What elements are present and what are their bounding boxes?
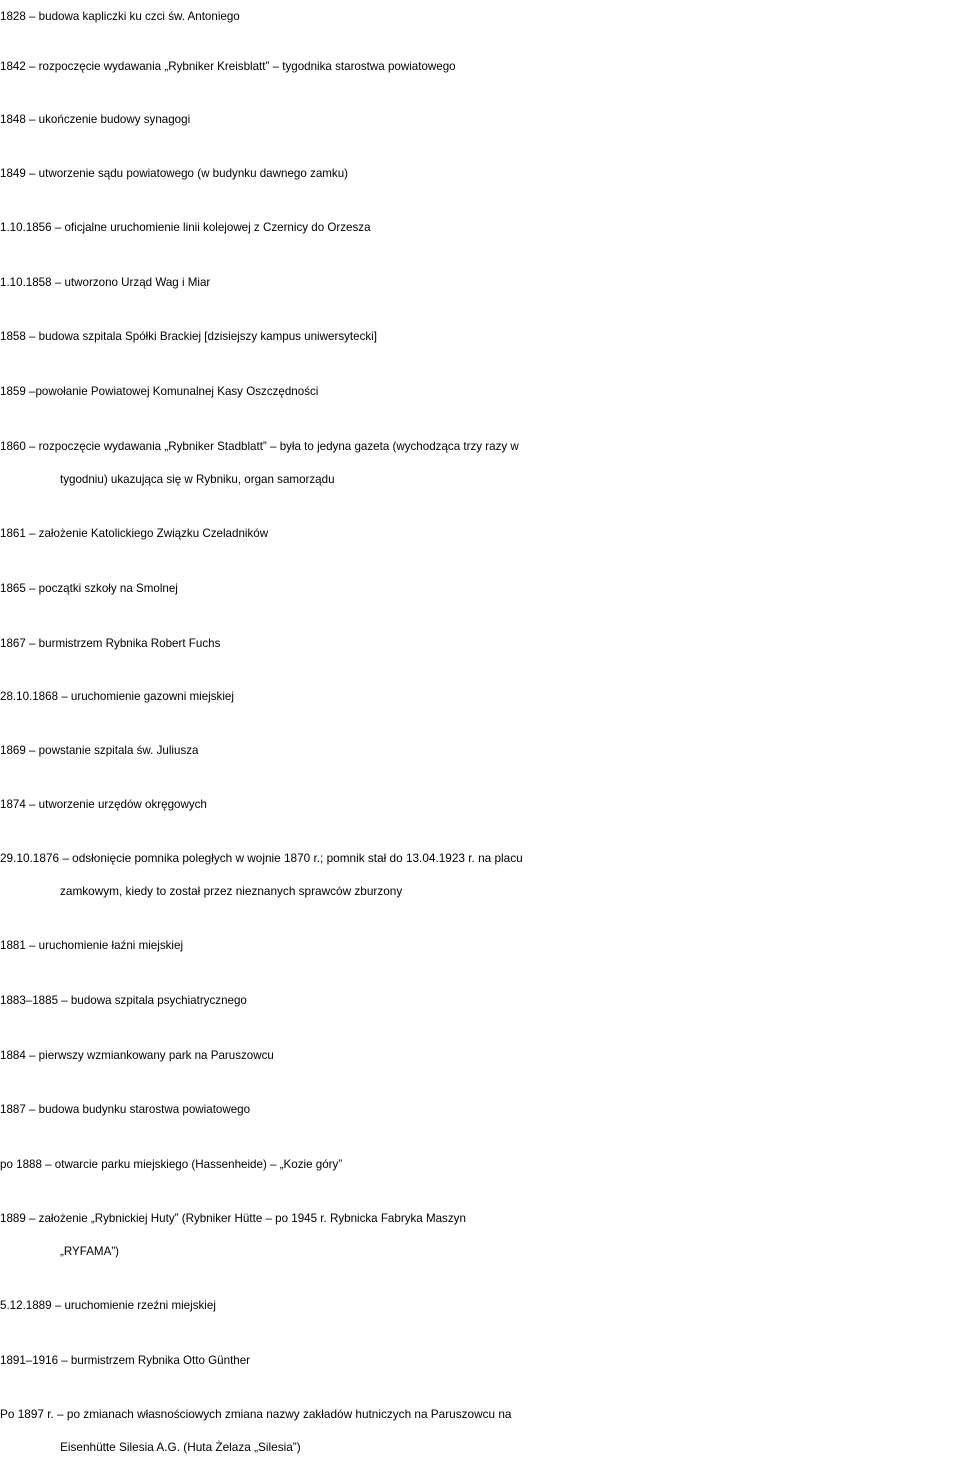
timeline-entry <box>0 572 960 605</box>
timeline-entry <box>0 157 960 190</box>
timeline-entry <box>0 1148 960 1181</box>
timeline-entry-text: 1848 – ukończenie budowy synagogi <box>0 113 191 126</box>
timeline-entry <box>0 320 960 353</box>
timeline-entry <box>0 517 960 550</box>
timeline-entry <box>0 842 960 908</box>
timeline-entry-text: 1.10.1858 – utworzono Urząd Wag i Miar <box>0 276 211 289</box>
timeline-entry-text: 1884 – pierwszy wzmiankowany park na Paruszowcu <box>0 1049 274 1062</box>
timeline-entry <box>0 680 960 713</box>
timeline-entry <box>0 734 960 767</box>
timeline-entry-continuation: zamkowym, kiedy to został przez nieznanych sprawców zburzony <box>60 884 403 898</box>
timeline-entry-text: 1861 – założenie Katolickiego Związku Czeladników <box>0 527 269 540</box>
timeline-entry-text: 1.10.1856 – oficjalne uruchomienie linii kolejowej z Czernicy do Orzesza <box>0 221 371 234</box>
timeline-entry-text: 1867 – burmistrzem Rybnika Robert Fuchs <box>0 637 221 650</box>
timeline-entry <box>0 1039 960 1072</box>
timeline-entry <box>0 1289 960 1322</box>
timeline-entry <box>0 211 960 244</box>
timeline-entry-text: 1887 – budowa budynku starostwa powiatowego <box>0 1103 251 1116</box>
timeline-entry-text: po 1888 – otwarcie parku miejskiego (Hassenheide) – „Kozie góry” <box>0 1158 343 1171</box>
timeline-entry-continuation: Eisenhütte Silesia A.G. (Huta Żelaza „Silesia”) <box>60 1440 301 1454</box>
timeline-entry <box>0 375 960 408</box>
timeline-entry <box>0 788 960 821</box>
timeline-entry-text: 1859 –powołanie Powiatowej Komunalnej Kasy Oszczędności <box>0 385 319 398</box>
timeline-entry-text: 29.10.1876 – odsłonięcie pomnika poległych w wojnie 1870 r.; pomnik stał do 13.04.1923 r. na placu <box>0 851 523 865</box>
timeline-entry-text: 1891–1916 – burmistrzem Rybnika Otto Günther <box>0 1354 251 1367</box>
timeline-entry-text: 1874 – utworzenie urzędów okręgowych <box>0 798 207 811</box>
timeline-entry-text: 1828 – budowa kapliczki ku czci św. Antoniego <box>0 10 240 23</box>
timeline-entry-text: 1881 – uruchomienie łaźni miejskiej <box>0 939 184 952</box>
timeline-entry-text: 1842 – rozpoczęcie wydawania „Rybniker Kreisblatt” – tygodnika starostwa powiatowego <box>0 60 456 73</box>
timeline-entry-text: 1865 – początki szkoły na Smolnej <box>0 582 178 595</box>
timeline-entry-continuation: tygodniu) ukazująca się w Rybniku, organ samorządu <box>60 473 335 486</box>
timeline-entry-text: 1858 – budowa szpitala Spółki Brackiej [dzisiejszy kampus uniwersytecki] <box>0 330 377 343</box>
timeline-entry <box>0 1202 960 1268</box>
timeline-entry-text: 1869 – powstanie szpitala św. Juliusza <box>0 744 199 757</box>
timeline-entry-text: Po 1897 r. – po zmianach własnościowych zmiana nazwy zakładów hutniczych na Paruszowcu na <box>0 1407 512 1421</box>
timeline-entry <box>0 627 960 660</box>
timeline-entry-continuation: „RYFAMA”) <box>60 1245 120 1258</box>
timeline-entry <box>0 929 960 962</box>
timeline-entry <box>0 1093 960 1126</box>
timeline-entry <box>0 1398 960 1464</box>
timeline-entry-text: 1849 – utworzenie sądu powiatowego (w budynku dawnego zamku) <box>0 167 349 180</box>
timeline-entry <box>0 984 960 1017</box>
timeline-entry <box>0 1344 960 1377</box>
timeline-entry-text: 1889 – założenie „Rybnickiej Huty” (Rybniker Hütte – po 1945 r. Rybnicka Fabryka Maszyn <box>0 1212 466 1225</box>
timeline-entry-text: 28.10.1868 – uruchomienie gazowni miejskiej <box>0 690 234 703</box>
timeline-entry-text: 1883–1885 – budowa szpitala psychiatrycznego <box>0 994 247 1007</box>
timeline-entry <box>0 266 960 299</box>
timeline-entry-text: 5.12.1889 – uruchomienie rzeźni miejskiej <box>0 1299 216 1312</box>
timeline-entry <box>0 430 960 496</box>
timeline-entry-text: 1860 – rozpoczęcie wydawania „Rybniker Stadblatt” – była to jedyna gazeta (wychodząca trzy razy w <box>0 440 519 453</box>
timeline-entry <box>0 0 960 33</box>
timeline-entry <box>0 50 960 83</box>
timeline-entry <box>0 103 960 136</box>
